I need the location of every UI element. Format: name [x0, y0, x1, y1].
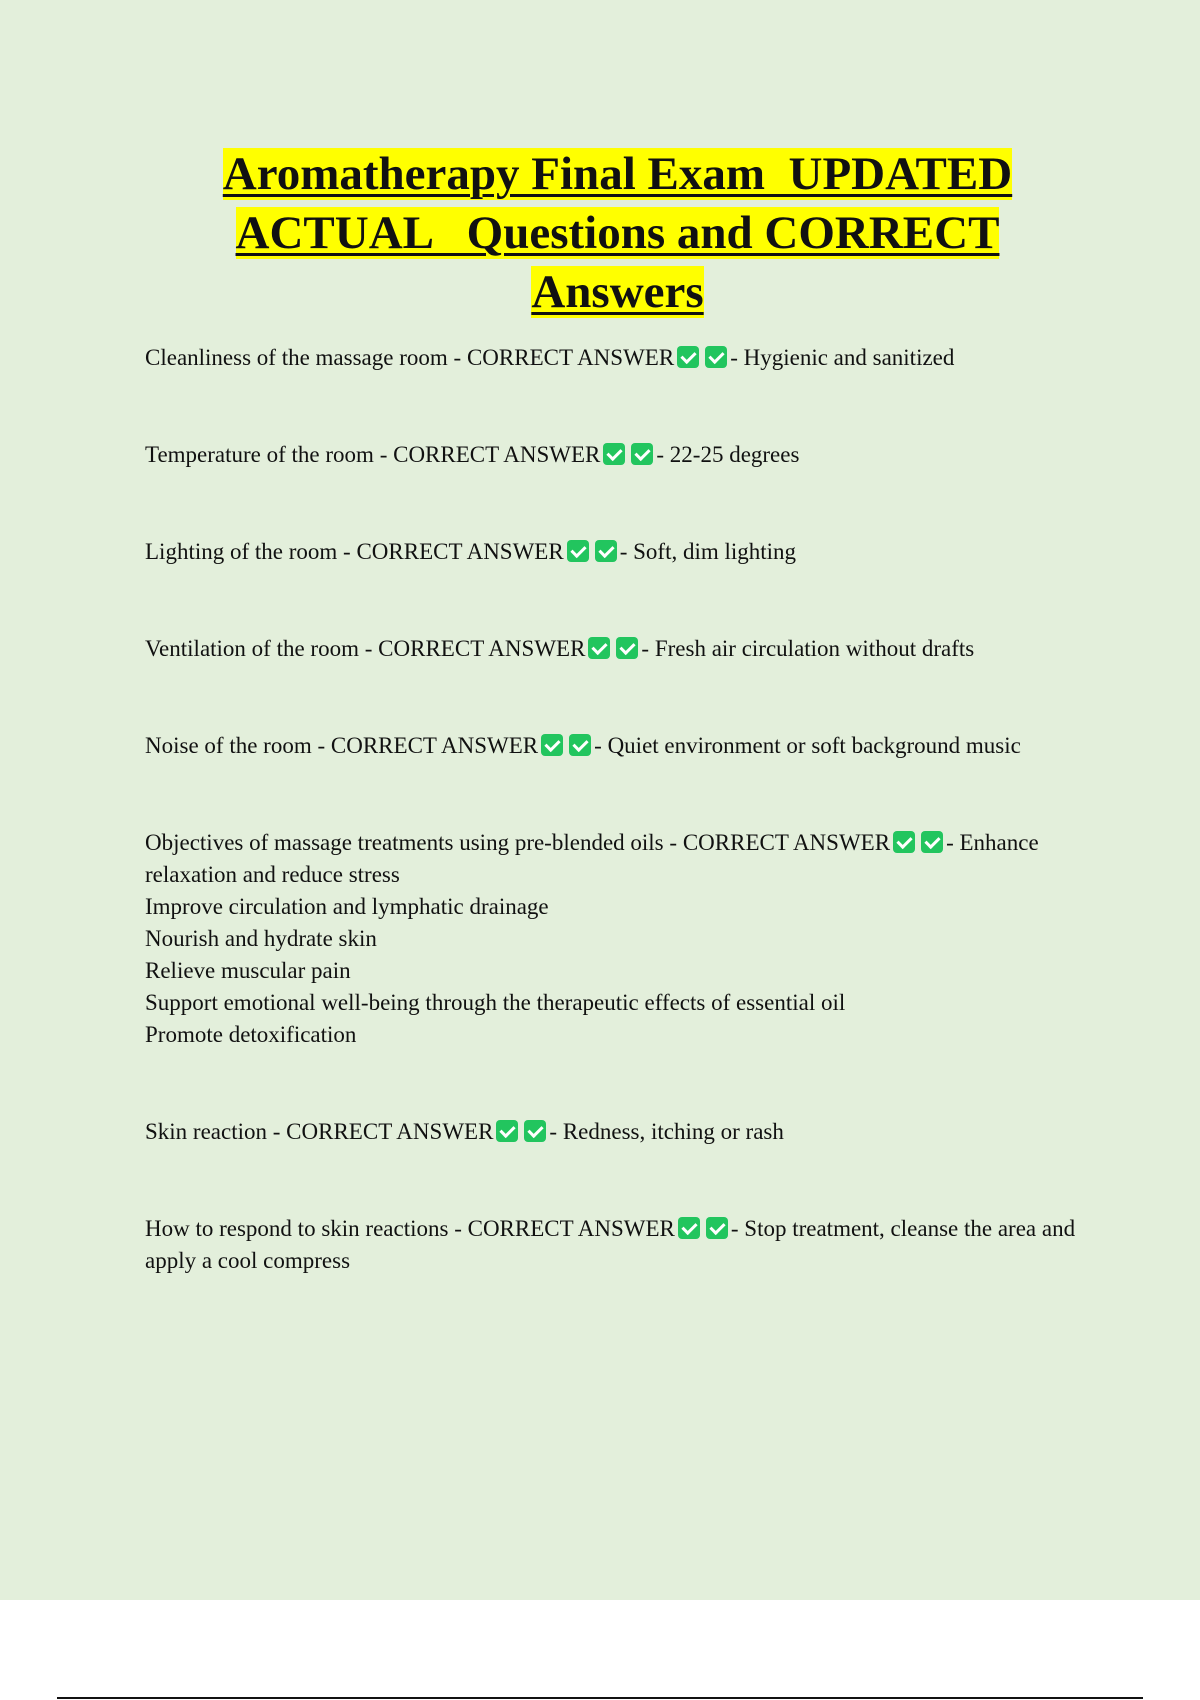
qa-text: Temperature of the room - CORRECT ANSWER - 22-25 degrees [145, 442, 800, 467]
question-text: Skin reaction [145, 1119, 267, 1144]
answer-text: Hygienic and sanitized [743, 345, 955, 370]
qa-text: Lighting of the room - CORRECT ANSWER - Soft, dim lighting [145, 539, 797, 564]
page-title [100, 145, 1135, 322]
qa-text: Ventilation of the room - CORRECT ANSWER - Fresh air circulation without drafts [145, 636, 975, 661]
answer-extra-line: Nourish and hydrate skin [145, 926, 377, 951]
check-mark-icon [706, 1217, 728, 1239]
answer-text: Redness, itching or rash [562, 1119, 784, 1144]
qa-text: Objectives of massage treatments using pre-blended oils - CORRECT ANSWER - Enhance relaxation and reduce stress [145, 830, 1039, 887]
title-line-1: Aromatherapy Final Exam UPDATED [222, 148, 1013, 200]
check-mark-icon [921, 831, 943, 853]
check-mark-icon [569, 734, 591, 756]
qa-text: How to respond to skin reactions - CORRECT ANSWER - Stop treatment, cleanse the area and apply a cool compress [145, 1216, 1076, 1273]
answer-marker: CORRECT ANSWER [286, 1119, 494, 1144]
check-mark-icon [524, 1120, 546, 1142]
check-mark-icon [705, 346, 727, 368]
qa-text: Skin reaction - CORRECT ANSWER - Redness, itching or rash [145, 1119, 784, 1144]
question-text: Lighting of the room [145, 539, 338, 564]
qa-item-objectives [145, 827, 1105, 1051]
check-mark-icon [631, 443, 653, 465]
answer-text: Enhance relaxation and reduce stress [145, 830, 1039, 887]
qa-item-noise [145, 730, 1105, 762]
answer-text: Fresh air circulation without drafts [654, 636, 975, 661]
answer-marker: CORRECT ANSWER [356, 539, 564, 564]
check-mark-icon [677, 346, 699, 368]
title-line-2: ACTUAL Questions and CORRECT [235, 207, 1000, 259]
check-mark-icon [496, 1120, 518, 1142]
qa-item-ventilation [145, 633, 1105, 665]
qa-item-respond-skin-reactions [145, 1213, 1105, 1277]
check-mark-icon [595, 540, 617, 562]
answer-extra-line: Relieve muscular pain [145, 958, 351, 983]
check-mark-icon [616, 637, 638, 659]
answer-extra-line: Promote detoxification [145, 1022, 357, 1047]
qa-item-skin-reaction [145, 1116, 1105, 1148]
answer-text: 22-25 degrees [669, 442, 800, 467]
qa-item-lighting [145, 536, 1105, 568]
answer-marker: CORRECT ANSWER [467, 1216, 675, 1241]
qa-text: Cleanliness of the massage room - CORRECT ANSWER - Hygienic and sanitized [145, 345, 955, 370]
question-text: Cleanliness of the massage room [145, 345, 448, 370]
qa-list [145, 342, 1105, 1342]
answer-text: Quiet environment or soft background music [607, 733, 1021, 758]
check-mark-icon [893, 831, 915, 853]
question-text: How to respond to skin reactions [145, 1216, 449, 1241]
check-mark-icon [588, 637, 610, 659]
question-text: Objectives of massage treatments using pre-blended oils [145, 830, 664, 855]
answer-marker: CORRECT ANSWER [330, 733, 539, 758]
answer-marker: CORRECT ANSWER [393, 442, 601, 467]
question-text: Ventilation of the room [145, 636, 359, 661]
answer-marker: CORRECT ANSWER [466, 345, 675, 370]
answer-marker: CORRECT ANSWER [682, 830, 891, 855]
answer-extra-line: Improve circulation and lymphatic drainage [145, 894, 549, 919]
answer-text: Stop treatment, cleanse the area and apply a cool compress [145, 1216, 1076, 1273]
title-line-3: Answers [531, 266, 704, 318]
qa-text: Noise of the room - CORRECT ANSWER - Quiet environment or soft background music [145, 733, 1021, 758]
check-mark-icon [603, 443, 625, 465]
answer-extra-line: Support emotional well-being through the therapeutic effects of essential oil [145, 990, 846, 1015]
question-text: Noise of the room [145, 733, 312, 758]
question-text: Temperature of the room [145, 442, 374, 467]
qa-item-temperature [145, 439, 1105, 471]
footer-divider [57, 1697, 1143, 1699]
answer-text: Soft, dim lighting [633, 539, 797, 564]
check-mark-icon [678, 1217, 700, 1239]
qa-item-cleanliness [145, 342, 1105, 374]
check-mark-icon [541, 734, 563, 756]
answer-marker: CORRECT ANSWER [378, 636, 586, 661]
check-mark-icon [567, 540, 589, 562]
